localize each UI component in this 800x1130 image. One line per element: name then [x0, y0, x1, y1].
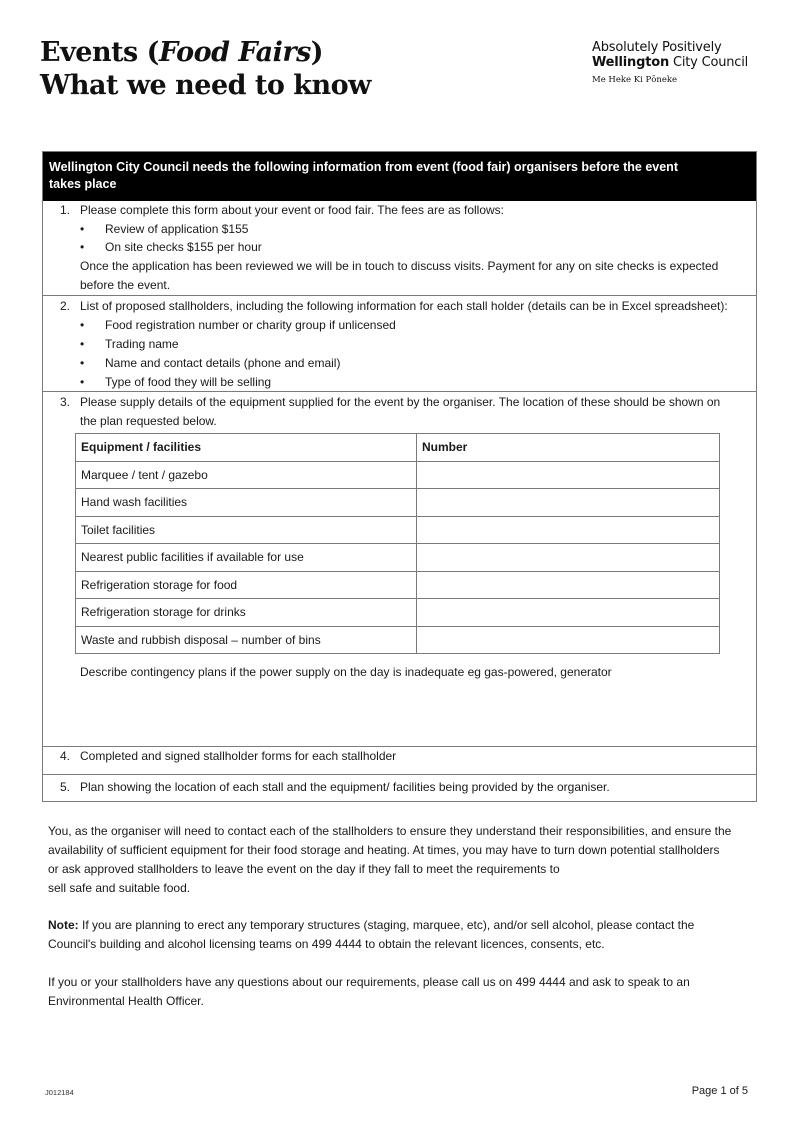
- item-note-line-2: before the event.: [80, 277, 171, 292]
- equipment-label: Toilet facilities: [76, 516, 417, 544]
- form-heading-line-2: takes place: [49, 177, 117, 191]
- equipment-table: [75, 433, 720, 654]
- number-input-cell[interactable]: [417, 516, 720, 544]
- organiser-paragraph: [48, 822, 758, 898]
- number-input-cell[interactable]: [417, 599, 720, 627]
- title-part-1: Events (: [40, 37, 159, 68]
- document-code: J012184: [45, 1088, 74, 1097]
- number-input-cell[interactable]: [417, 544, 720, 572]
- column-header-number: Number: [417, 434, 720, 462]
- bullet-icon: •: [80, 375, 85, 389]
- title-line-2: What we need to know: [40, 70, 371, 101]
- paragraph-line: You, as the organiser will need to contact each of the stallholders to ensure they understand their responsibilities, and ensure the: [48, 824, 732, 838]
- logo-tagline: Me Heke Ki Pōneke: [592, 75, 678, 85]
- page-number: Page 1 of 5: [691, 1085, 748, 1097]
- list-item: Type of food they will be selling: [105, 375, 272, 389]
- equipment-label: Nearest public facilities if available for use: [76, 544, 417, 572]
- form-item-4: [43, 746, 756, 774]
- item-text: Please complete this form about your event or food fair. The fees are as follows:: [80, 203, 505, 217]
- column-header-equipment: Equipment / facilities: [76, 434, 417, 462]
- note-text: If you are planning to erect any temporary structures (staging, marquee, etc), and/or sell alcohol, please contact the: [78, 918, 695, 932]
- form-heading-line-1: Wellington City Council needs the following information from event (food fair) organisers before the event: [49, 160, 678, 174]
- paragraph-line: Environmental Health Officer.: [48, 994, 204, 1008]
- item-note-line-1: Once the application has been reviewed we will be in touch to discuss visits. Payment for any on site checks is expected: [80, 259, 719, 273]
- item-text: Plan showing the location of each stall and the equipment/ facilities being provided by the organiser.: [80, 780, 610, 794]
- item-text-line-2: the plan requested below.: [80, 414, 217, 428]
- form-heading: [43, 152, 756, 201]
- title-part-2: ): [310, 37, 324, 68]
- item-text: List of proposed stallholders, including the following information for each stall holder (details can be in Excel spreadsheet):: [80, 299, 728, 313]
- list-item: Name and contact details (phone and email): [105, 355, 341, 370]
- equipment-label: Refrigeration storage for food: [76, 571, 417, 599]
- table-row: [76, 489, 720, 517]
- logo-line-2: [592, 55, 748, 70]
- form-item-5: [43, 774, 756, 802]
- item-number: 4.: [60, 749, 71, 763]
- page-title: [40, 36, 371, 102]
- title-italic: Food Fairs: [158, 37, 311, 68]
- bullet-icon: •: [80, 355, 85, 370]
- form-item-2: [43, 295, 756, 391]
- bullet-icon: •: [80, 318, 85, 332]
- contingency-label: Describe contingency plans if the power supply on the day is inadequate eg gas-powered, generator: [80, 665, 612, 679]
- fee-onsite: On site checks $155 per hour: [105, 240, 262, 254]
- table-header-row: [76, 434, 720, 462]
- paragraph-line: [48, 916, 758, 935]
- paragraph-line: Council's building and alcohol licensing teams on 499 4444 to obtain the relevant licences, consents, etc.: [48, 937, 605, 951]
- item-number: 1.: [60, 203, 71, 217]
- bullet-icon: •: [80, 337, 85, 351]
- equipment-label: Waste and rubbish disposal – number of bins: [76, 626, 417, 654]
- paragraph-line: or ask approved stallholders to leave the event on the day if they fall to meet the requirements to: [48, 862, 560, 876]
- item-text: Completed and signed stallholder forms for each stallholder: [80, 749, 397, 763]
- item-number: 5.: [60, 780, 71, 794]
- paragraph-line: sell safe and suitable food.: [48, 881, 191, 895]
- equipment-label: Hand wash facilities: [76, 489, 417, 517]
- table-row: [76, 516, 720, 544]
- logo-bold-word: Wellington: [592, 55, 670, 70]
- equipment-label: Marquee / tent / gazebo: [76, 461, 417, 489]
- logo-rest: City Council: [669, 55, 749, 70]
- table-row: [76, 626, 720, 654]
- council-logo: [592, 40, 748, 86]
- contingency-answer-area[interactable]: [80, 684, 750, 742]
- note-label: Note:: [48, 918, 79, 932]
- fee-review: Review of application $155: [105, 221, 249, 236]
- number-input-cell[interactable]: [417, 571, 720, 599]
- table-row: [76, 461, 720, 489]
- list-item: Trading name: [105, 337, 179, 351]
- number-input-cell[interactable]: [417, 489, 720, 517]
- contact-paragraph: [48, 973, 758, 1011]
- list-item: Food registration number or charity group if unlicensed: [105, 318, 396, 332]
- paragraph-line: If you or your stallholders have any questions about our requirements, please call us on 499 4444 and ask to speak to an: [48, 975, 690, 989]
- form-item-3: [43, 391, 756, 746]
- note-paragraph: [48, 916, 758, 954]
- bullet-icon: •: [80, 221, 85, 236]
- equipment-label: Refrigeration storage for drinks: [76, 599, 417, 627]
- table-row: [76, 571, 720, 599]
- item-number: 2.: [60, 299, 71, 313]
- table-row: [76, 599, 720, 627]
- paragraph-line: availability of sufficient equipment for their food storage and heating. At times, you may have to turn down potential stallholders: [48, 843, 720, 857]
- form-item-1: [43, 201, 756, 294]
- table-row: [76, 544, 720, 572]
- number-input-cell[interactable]: [417, 461, 720, 489]
- logo-line-1: Absolutely Positively: [592, 40, 722, 55]
- requirements-form: [42, 151, 757, 802]
- item-text-line-1: Please supply details of the equipment supplied for the event by the organiser. The location of these should be shown on: [80, 395, 721, 409]
- bullet-icon: •: [80, 240, 85, 254]
- item-number: 3.: [60, 395, 71, 409]
- title-line-1: [40, 36, 371, 69]
- number-input-cell[interactable]: [417, 626, 720, 654]
